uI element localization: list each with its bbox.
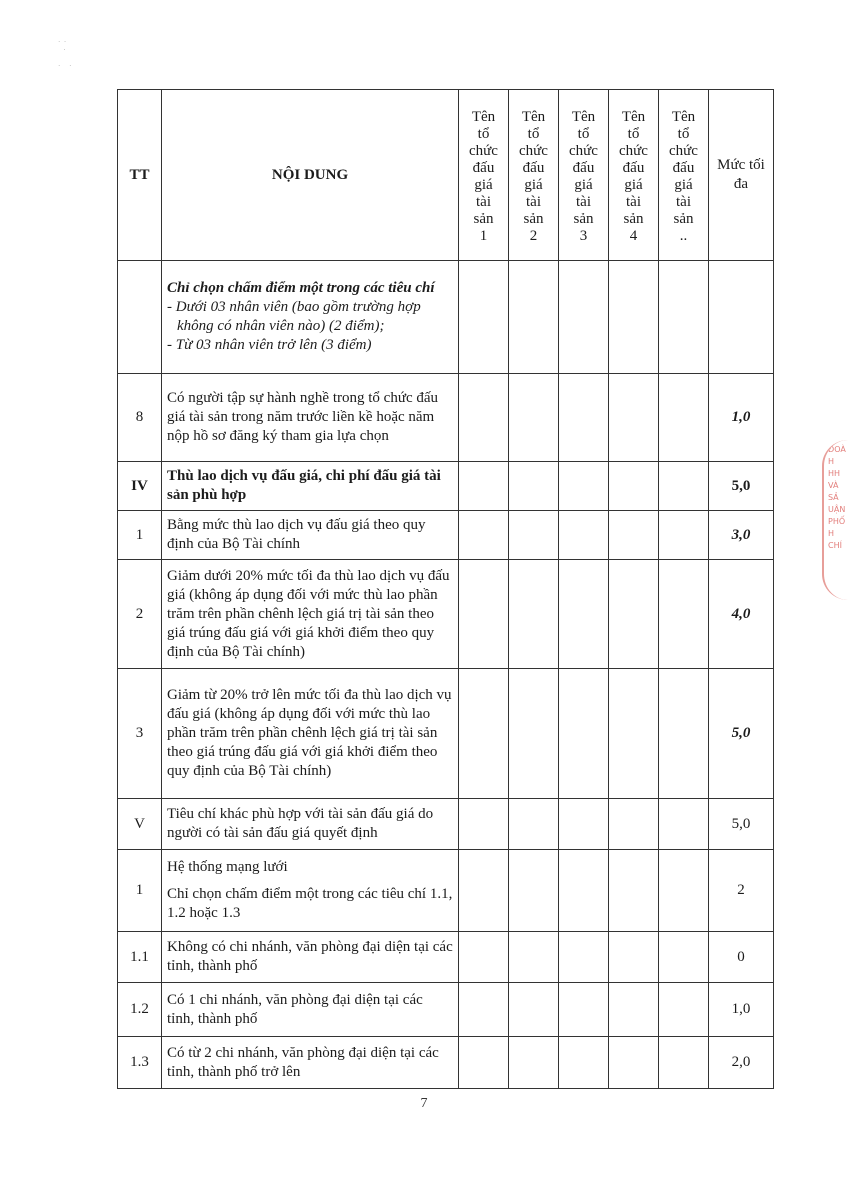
table-row [118, 1037, 774, 1089]
row-content [162, 261, 459, 374]
row-score: 4,0 [709, 560, 774, 669]
row-score: 5,0 [709, 669, 774, 799]
table-row [118, 983, 774, 1037]
seal-stamp: ĐOÀ H HH VÀ SẢ UẬN PHỐ H CHÍ [822, 440, 848, 600]
row-content: Bằng mức thù lao dịch vụ đấu giá theo quy định của Bộ Tài chính [162, 511, 459, 560]
header-tt: TT [118, 90, 162, 261]
row-content [162, 850, 459, 932]
row-option-cont: không có nhân viên nào) (2 điểm); [177, 318, 385, 334]
row-score: 0 [709, 932, 774, 983]
row-content: Giảm dưới 20% mức tối đa thù lao dịch vụ đấu giá (không áp dụng đối với mức thù lao phần trăm trên phần chênh lệch giá trị tài sản theo giá trúng đấu giá với giá khởi điểm theo quy định của Bộ Tài chính) [162, 560, 459, 669]
table-row [118, 374, 774, 462]
row-score: 5,0 [709, 462, 774, 511]
criteria-table [117, 89, 774, 1089]
row-score: 1,0 [709, 374, 774, 462]
header-org-2: Tên tổ chức đấu giá tài sản 2 [509, 90, 559, 261]
row-score: 1,0 [709, 983, 774, 1037]
row-content: Không có chi nhánh, văn phòng đại diện tại các tỉnh, thành phố [162, 932, 459, 983]
row-content: Có người tập sự hành nghề trong tổ chức đấu giá tài sản trong năm trước liền kề hoặc năm nộp hồ sơ đăng ký tham gia lựa chọn [162, 374, 459, 462]
row-content: Thù lao dịch vụ đấu giá, chi phí đấu giá tài sản phù hợp [162, 462, 459, 511]
header-content: NỘI DUNG [162, 90, 459, 261]
page-number: 7 [420, 1096, 428, 1111]
table-row [118, 850, 774, 932]
row-score: 5,0 [709, 799, 774, 850]
row-title: Hệ thống mạng lưới [167, 859, 288, 875]
row-tt: 8 [118, 374, 162, 462]
row-content: Giảm từ 20% trở lên mức tối đa thù lao dịch vụ đấu giá (không áp dụng đối với mức thù lao phần trăm trên phần chênh lệch giá trị tài sản theo giá trúng đấu giá với giá khởi điểm theo quy định của Bộ Tài chính) [162, 669, 459, 799]
row-tt: 2 [118, 560, 162, 669]
header-org-3: Tên tổ chức đấu giá tài sản 3 [559, 90, 609, 261]
row-tt: 1.3 [118, 1037, 162, 1089]
table-row [118, 511, 774, 560]
row-content: Tiêu chí khác phù hợp với tài sản đấu giá do người có tài sản đấu giá quyết định [162, 799, 459, 850]
table-row [118, 799, 774, 850]
table-row [118, 560, 774, 669]
row-tt [118, 261, 162, 374]
row-desc: Chỉ chọn chấm điểm một trong các tiêu chí 1.1, 1.2 hoặc 1.3 [167, 886, 453, 921]
table-row [118, 261, 774, 374]
header-max-score: Mức tối đa [709, 90, 774, 261]
row-tt: 1.2 [118, 983, 162, 1037]
row-option: - Từ 03 nhân viên trở lên (3 điểm) [167, 337, 372, 353]
row-option: - Dưới 03 nhân viên (bao gồm trường hợp [167, 299, 421, 315]
row-tt: 1 [118, 850, 162, 932]
header-row [118, 90, 774, 261]
row-tt: 3 [118, 669, 162, 799]
scan-specks: · · · · · [58, 38, 72, 70]
header-org-5: Tên tổ chức đấu giá tài sản .. [659, 90, 709, 261]
row-tt: V [118, 799, 162, 850]
row-score: 2,0 [709, 1037, 774, 1089]
row-score: 3,0 [709, 511, 774, 560]
table-row [118, 669, 774, 799]
row-title: Chỉ chọn chấm điểm một trong các tiêu chí [167, 280, 435, 296]
row-tt: IV [118, 462, 162, 511]
table-row [118, 932, 774, 983]
row-tt: 1.1 [118, 932, 162, 983]
row-content: Có từ 2 chi nhánh, văn phòng đại diện tại các tỉnh, thành phố trở lên [162, 1037, 459, 1089]
row-score [709, 261, 774, 374]
row-content: Có 1 chi nhánh, văn phòng đại diện tại các tỉnh, thành phố [162, 983, 459, 1037]
table-row [118, 462, 774, 511]
header-org-4: Tên tổ chức đấu giá tài sản 4 [609, 90, 659, 261]
row-score: 2 [709, 850, 774, 932]
row-tt: 1 [118, 511, 162, 560]
header-org-1: Tên tổ chức đấu giá tài sản 1 [459, 90, 509, 261]
